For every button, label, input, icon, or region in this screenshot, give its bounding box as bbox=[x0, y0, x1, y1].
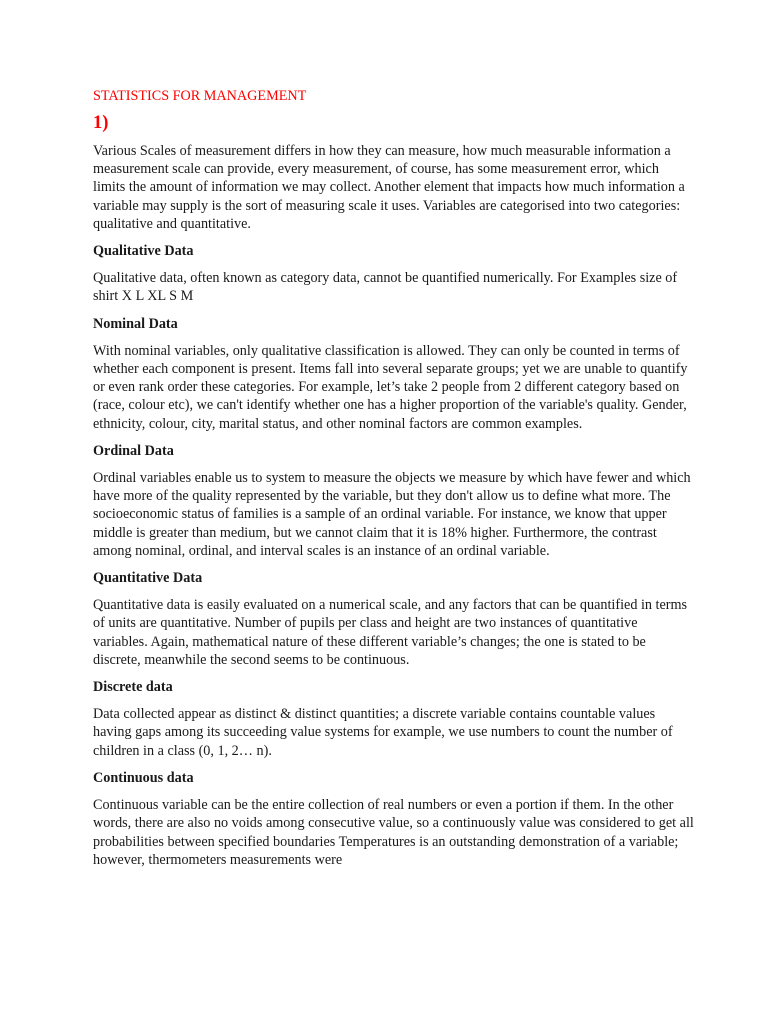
heading-nominal-data: Nominal Data bbox=[93, 315, 178, 332]
section-number: 1) bbox=[93, 113, 109, 133]
heading-quantitative-data: Quantitative Data bbox=[93, 570, 203, 587]
document-title: STATISTICS FOR MANAGEMENT bbox=[93, 88, 307, 104]
paragraph-continuous-data: Continuous variable can be the entire collection of real numbers or even a portion if them. In the other words, there are also no voids among consecutive value, so a continuously value was considered to get all probabilities between specified boundaries Temperatures is an outstanding demonstration of a variable; however, thermometers measurements were bbox=[93, 797, 694, 868]
intro-paragraph: Various Scales of measurement differs in how they can measure, how much measurable information a measurement scale can provide, every measurement, of course, has some measurement error, which limits the amount of information we may collect. Another element that impacts how much information a variable may supply is the sort of measuring scale it uses. Variables are categorised into two categories: qualitative and quantitative. bbox=[93, 143, 685, 232]
heading-qualitative-data: Qualitative Data bbox=[93, 243, 194, 260]
paragraph-quantitative-data: Quantitative data is easily evaluated on a numerical scale, and any factors that can be quantified in terms of units are quantitative. Number of pupils per class and height are two instances of quantitative variables. Again, mathematical nature of these different variable’s changes; the one is stated to be discrete, meanwhile the second seems to be continuous. bbox=[93, 597, 688, 668]
paragraph-nominal-data: With nominal variables, only qualitative classification is allowed. They can only be counted in terms of whether each component is present. Items fall into several separate groups; yet we are unable to quantify or even rank order these categories. For example, let’s take 2 people from 2 different category based on (race, colour etc), we can't identify whether one has a higher proportion of the variable's quality. Gender, ethnicity, colour, city, marital status, and other nominal factors are common examples. bbox=[93, 342, 688, 432]
paragraph-qualitative-data: Qualitative data, often known as category data, cannot be quantified numerically. For Examples size of shirt X L XL S M bbox=[93, 270, 678, 305]
heading-continuous-data: Continuous data bbox=[93, 769, 194, 786]
paragraph-discrete-data: Data collected appear as distinct & distinct quantities; a discrete variable contains countable values having gaps among its succeeding value systems for example, we use numbers to count the number of children in a class (0, 1, 2… n). bbox=[93, 706, 673, 759]
paragraph-ordinal-data: Ordinal variables enable us to system to measure the objects we measure by which have fewer and which have more of the quality represented by the variable, but they don't allow us to define what more. The socioeconomic status of families is a sample of an ordinal variable. For instance, we know that upper middle is greater than medium, but we cannot claim that it is 18% higher. Furthermore, the contrast among nominal, ordinal, and interval scales is an instance of an ordinal variable. bbox=[93, 470, 691, 559]
heading-discrete-data: Discrete data bbox=[93, 679, 173, 696]
heading-ordinal-data: Ordinal Data bbox=[93, 442, 174, 459]
